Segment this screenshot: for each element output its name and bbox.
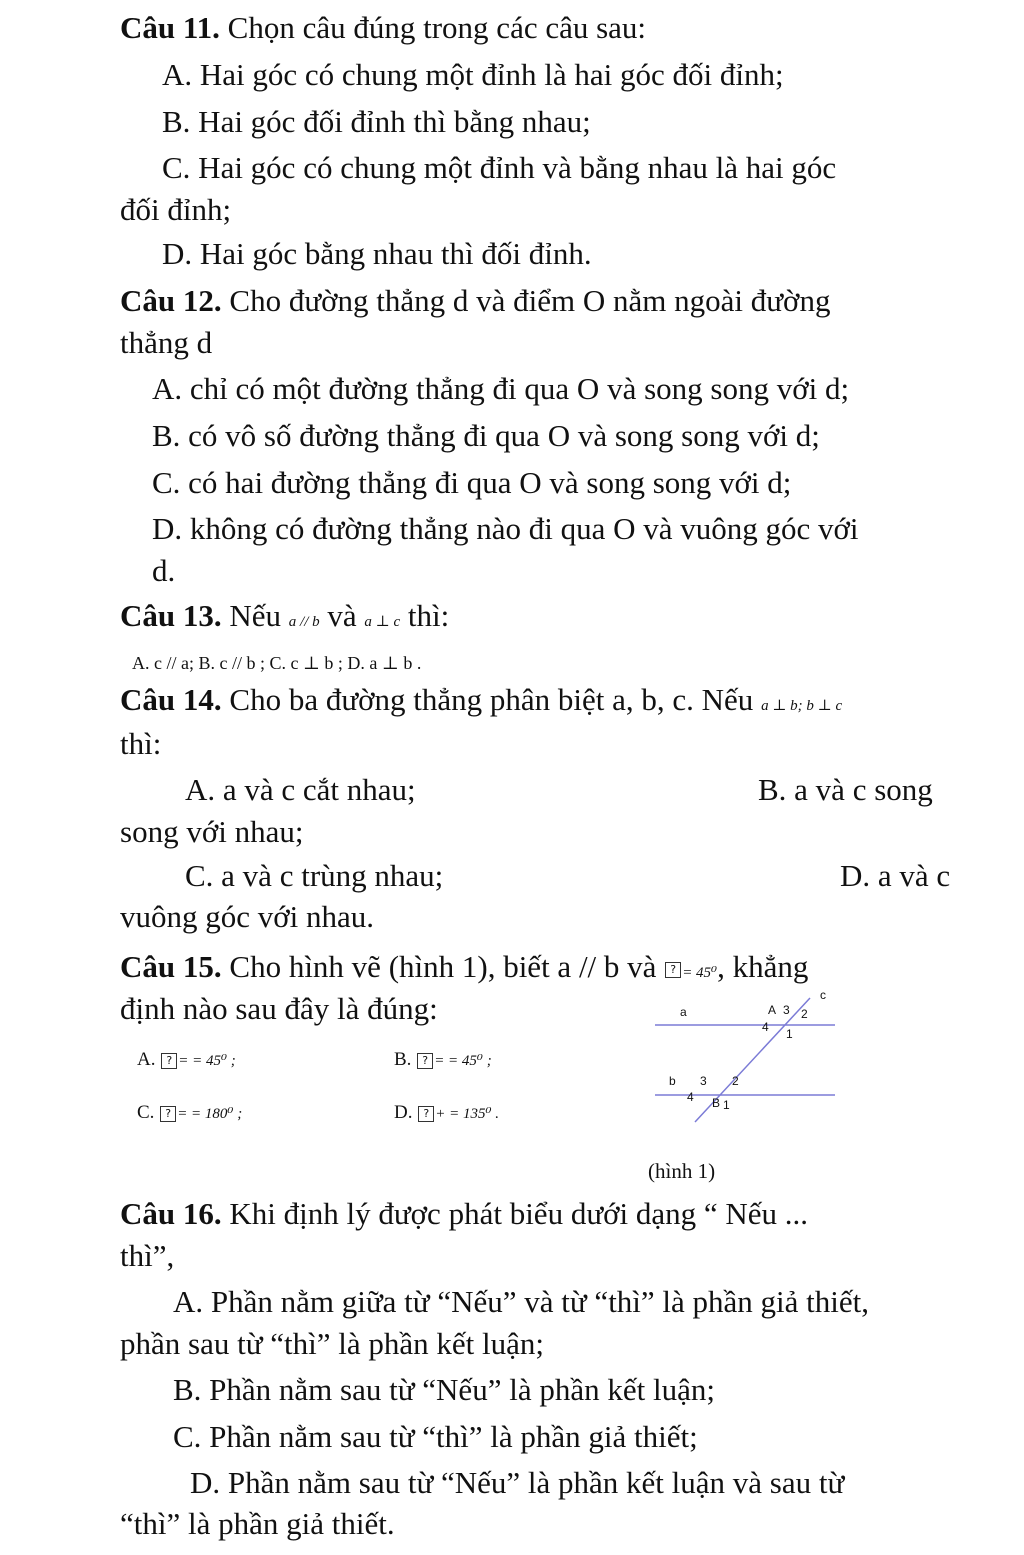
figure-label-A: A <box>768 1003 777 1017</box>
q14-option-b-cont: song với nhau; <box>120 814 304 849</box>
q13-heading <box>120 598 449 640</box>
q12-option-d-cont: d. <box>152 553 176 588</box>
q13-options: A. c // a; B. c // b ; C. c ⊥ b ; D. a ⊥ b . <box>132 653 422 673</box>
q16-option-d-cont: “thì” là phần giả thiết. <box>120 1506 395 1541</box>
q15-heading <box>120 949 808 991</box>
q15-text-cont: định nào sau đây là đúng: <box>120 991 438 1026</box>
q14-option-a: A. a và c cắt nhau; <box>185 772 416 807</box>
q16-text: Khi định lý được phát biểu dưới dạng “ Nếu ... <box>221 1196 809 1231</box>
figure-label-A1: 1 <box>786 1027 793 1041</box>
q13-mid: và <box>319 598 365 633</box>
q11-label: Câu 11. <box>120 10 220 45</box>
figure-label-a: a <box>680 1005 687 1019</box>
q14-option-c: C. a và c trùng nhau; <box>185 858 444 893</box>
q16-text-cont: thì”, <box>120 1238 175 1273</box>
q15-label: Câu 15. <box>120 949 222 984</box>
q15-option-b-label: B. <box>394 1049 412 1070</box>
q12-heading <box>120 283 830 319</box>
q12-text-cont: thẳng d <box>120 325 213 360</box>
q11-text: Chọn câu đúng trong các câu sau: <box>219 10 647 45</box>
q13-label: Câu 13. <box>120 598 222 633</box>
figure-label-c: c <box>820 988 826 1002</box>
q13-pre: Nếu <box>221 598 289 633</box>
q16-option-a: A. Phần nằm giữa từ “Nếu” và từ “thì” là phần giả thiết, <box>173 1284 870 1319</box>
q13-post: thì: <box>400 598 450 633</box>
q11-option-c: C. Hai góc có chung một đỉnh và bằng nhau là hai góc <box>162 150 837 185</box>
figure-label-A4: 4 <box>762 1020 769 1034</box>
q11-option-d: D. Hai góc bằng nhau thì đối đỉnh. <box>162 236 592 271</box>
q15-option-b <box>394 1042 492 1079</box>
q15-text: Cho hình vẽ (hình 1), biết a // b và <box>221 949 665 984</box>
q16-option-b: B. Phần nằm sau từ “Nếu” là phần kết luận; <box>173 1372 715 1407</box>
q11-heading <box>120 10 646 46</box>
angle-placeholder-icon: ? <box>418 1106 434 1122</box>
q16-option-c: C. Phần nằm sau từ “thì” là phần giả thiết; <box>173 1419 698 1454</box>
q15-given: = 45⁰ <box>682 965 718 981</box>
angle-placeholder-icon: ? <box>665 962 681 978</box>
q12-text: Cho đường thẳng d và điểm O nằm ngoài đường <box>221 283 831 318</box>
q14-label: Câu 14. <box>120 682 222 717</box>
q11-option-c-cont: đối đỉnh; <box>120 192 232 227</box>
angle-placeholder-icon: ? <box>161 1053 177 1069</box>
q15-option-d <box>394 1095 499 1132</box>
figure-label-B: B <box>712 1096 721 1110</box>
figure-label-A2: 2 <box>801 1007 808 1021</box>
q15-option-c-text: = = 180⁰ ; <box>177 1106 243 1122</box>
figure-label-B1: 1 <box>723 1098 730 1112</box>
q13-cond1: a // b <box>288 614 320 630</box>
q14-text: Cho ba đường thẳng phân biệt a, b, c. Nếu <box>221 682 762 717</box>
q14-text-cont: thì: <box>120 726 162 761</box>
q12-option-b: B. có vô số đường thẳng đi qua O và song song với d; <box>152 418 820 453</box>
q13-cond2: a ⊥ c <box>364 614 401 630</box>
q15-option-c <box>137 1095 242 1132</box>
q12-option-c: C. có hai đường thẳng đi qua O và song song với d; <box>152 465 792 500</box>
figure-label-B2: 2 <box>732 1074 739 1088</box>
q15-text-end: , khẳng <box>717 949 809 984</box>
figure-caption: (hình 1) <box>648 1159 716 1183</box>
figure-label-B4: 4 <box>687 1090 694 1104</box>
q12-label: Câu 12. <box>120 283 222 318</box>
q12-option-d: D. không có đường thẳng nào đi qua O và vuông góc với <box>152 511 859 546</box>
q15-option-a <box>137 1042 236 1079</box>
q15-option-a-text: = = 45⁰ ; <box>178 1053 236 1069</box>
q15-option-a-label: A. <box>137 1049 156 1070</box>
q16-option-d: D. Phần nằm sau từ “Nếu” là phần kết luận và sau từ <box>190 1465 845 1500</box>
figure-label-B3: 3 <box>700 1074 707 1088</box>
angle-placeholder-icon: ? <box>417 1053 433 1069</box>
q12-option-a: A. chỉ có một đường thẳng đi qua O và song song với d; <box>152 371 850 406</box>
q15-option-c-label: C. <box>137 1102 155 1123</box>
figure-label-A3: 3 <box>783 1003 790 1017</box>
q11-option-b: B. Hai góc đối đỉnh thì bằng nhau; <box>162 104 591 139</box>
q14-heading <box>120 682 842 724</box>
q14-cond: a ⊥ b; b ⊥ c <box>761 698 843 714</box>
angle-placeholder-icon: ? <box>160 1106 176 1122</box>
q15-option-d-text: + = 135⁰ . <box>435 1106 499 1122</box>
q16-heading <box>120 1196 808 1232</box>
q14-option-d: D. a và c <box>840 858 951 893</box>
q15-option-b-text: = = 45⁰ ; <box>434 1053 492 1069</box>
q14-option-d-cont: vuông góc với nhau. <box>120 899 375 934</box>
q16-option-a-cont: phần sau từ “thì” là phần kết luận; <box>120 1326 544 1361</box>
q15-option-d-label: D. <box>394 1102 413 1123</box>
q11-option-a: A. Hai góc có chung một đỉnh là hai góc đối đỉnh; <box>162 57 784 92</box>
q16-label: Câu 16. <box>120 1196 222 1231</box>
q14-option-b: B. a và c song <box>758 772 933 807</box>
figure-label-b: b <box>669 1074 676 1088</box>
